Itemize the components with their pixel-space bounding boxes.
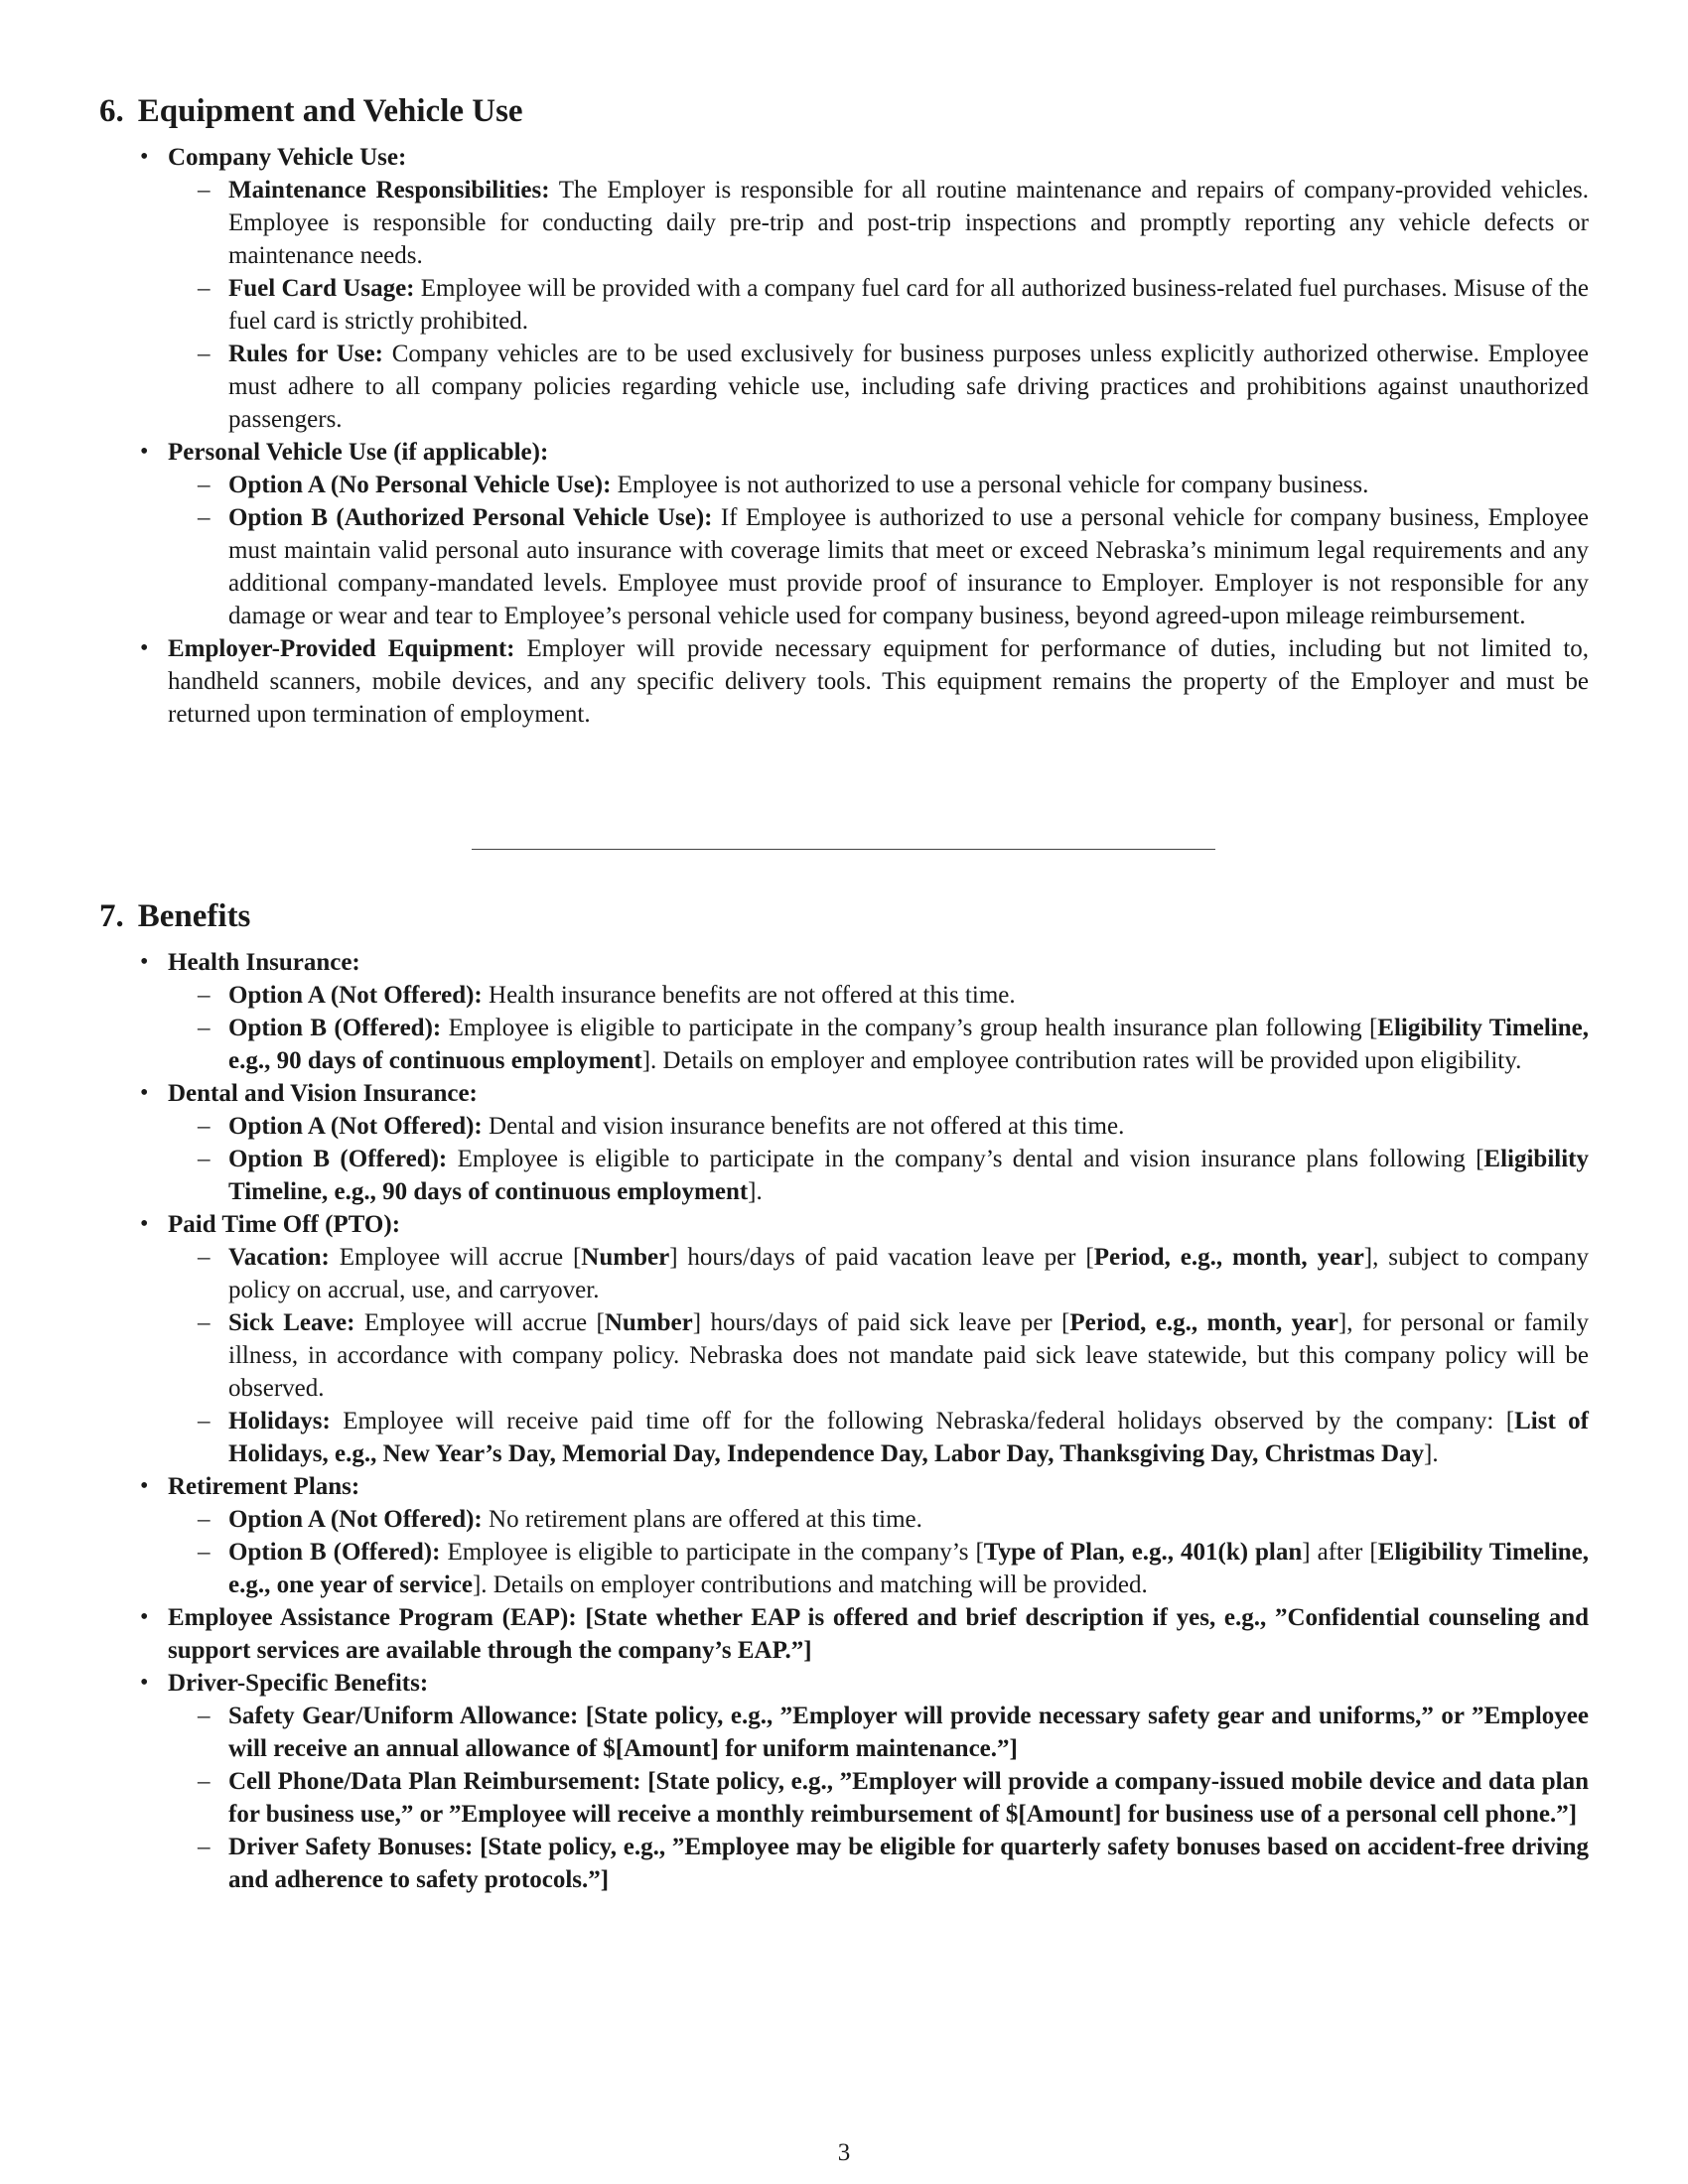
sub-item-label: Option A (Not Offered): <box>228 982 483 1009</box>
sub-item <box>228 1765 1589 1831</box>
list-item <box>168 946 1589 1077</box>
sub-item-text: ], subject to company policy on accrual, use, and carryover. <box>228 1244 1589 1303</box>
sub-item-text: ]. Details on employer and employee contribution rates will be provided upon eligibility. <box>641 1047 1522 1074</box>
sub-item-text: Health insurance benefits are not offered at this time. <box>489 982 1016 1009</box>
list-item <box>168 1470 1589 1601</box>
placeholder-field: Period, e.g., month, year <box>1093 1244 1364 1271</box>
item-label: Dental and Vision Insurance: <box>168 1080 478 1107</box>
sub-item <box>228 1143 1589 1208</box>
item-label: Retirement Plans: <box>168 1473 360 1500</box>
section-divider <box>472 849 1215 850</box>
placeholder-field: Eligibility Timeline, e.g., 90 days of continuous employment <box>228 1015 1589 1074</box>
sub-item-text: Employee is eligible to participate in the company’s dental and vision insurance plans following [ <box>457 1146 1484 1172</box>
sub-item-text: No retirement plans are offered at this time. <box>489 1506 922 1533</box>
sub-item-label: Option A (Not Offered): <box>228 1113 483 1140</box>
section-7 <box>99 896 1589 1896</box>
item-label: Personal Vehicle Use (if applicable): <box>168 439 549 466</box>
sub-item-text: Employee will be provided with a company fuel card for all authorized business-related fuel purchases. Misuse of the fuel card is strictly prohibited. <box>228 275 1590 335</box>
section-6-list <box>99 141 1589 731</box>
sub-item <box>228 1306 1589 1405</box>
placeholder-field: [State policy, e.g., ”Employer will provide necessary safety gear and uniforms,” or ”Employee will receive an annual allowance of $[Amount] for uniform maintenance.”] <box>228 1703 1589 1762</box>
sub-list <box>168 1503 1589 1601</box>
sub-item-label: Option B (Offered): <box>228 1015 442 1041</box>
sub-item-text: Employee will receive paid time off for the following Nebraska/federal holidays observed by the company: [ <box>343 1408 1515 1434</box>
item-label: Driver-Specific Benefits: <box>168 1670 429 1697</box>
sub-item-text: ] after [ <box>1302 1539 1378 1566</box>
sub-item-text: Company vehicles are to be used exclusively for business purposes unless explicitly authorized otherwise. Employee must adhere to all company policies regarding vehicle use, including safe driving practices and prohibitions against unauthorized passengers. <box>228 341 1589 433</box>
section-title: Equipment and Vehicle Use <box>137 93 523 129</box>
sub-item <box>228 1503 1589 1536</box>
sub-item-label: Option B (Offered): <box>228 1146 448 1172</box>
section-number: 6. <box>99 93 124 129</box>
placeholder-field: [State policy, e.g., ”Employer will provide a company-issued mobile device and data plan for business use,” or ”Employee will receive a monthly reimbursement of $[Amount] for business use of a personal cell phone.”] <box>228 1768 1589 1828</box>
sub-item <box>228 1405 1589 1470</box>
sub-item-text: ] hours/days of paid sick leave per [ <box>692 1309 1070 1336</box>
sub-item <box>228 469 1589 501</box>
sub-item <box>228 1241 1589 1306</box>
sub-item <box>228 1536 1589 1601</box>
item-label: Company Vehicle Use: <box>168 144 407 171</box>
sub-item-label: Driver Safety Bonuses: <box>228 1834 474 1860</box>
sub-item-text: If Employee is authorized to use a personal vehicle for company business, Employee must maintain valid personal auto insurance with coverage limits that meet or exceed Nebraska’s minimum legal requirements and any additional company-mandated levels. Employee must provide proof of insurance to Employer. Employer is not responsible for any damage or wear and tear to Employee’s personal vehicle used for company business, beyond agreed-upon mileage reimbursement. <box>228 504 1589 629</box>
list-item <box>168 141 1589 436</box>
item-label: Employee Assistance Program (EAP): <box>168 1604 577 1631</box>
sub-item <box>228 338 1589 436</box>
list-item <box>168 1667 1589 1896</box>
sub-item-text: ]. <box>1424 1440 1439 1467</box>
section-number: 7. <box>99 898 124 934</box>
sub-item-label: Vacation: <box>228 1244 330 1271</box>
list-item <box>168 1601 1589 1667</box>
sub-item <box>228 979 1589 1012</box>
item-label: Paid Time Off (PTO): <box>168 1211 401 1238</box>
sub-list <box>168 979 1589 1077</box>
placeholder-field: [State whether EAP is offered and brief description if yes, e.g., ”Confidential counseling and support services are available through the company’s EAP.”] <box>168 1604 1590 1664</box>
section-6 <box>99 91 1589 731</box>
placeholder-field: Number <box>581 1244 670 1271</box>
sub-item-text: Dental and vision insurance benefits are not offered at this time. <box>489 1113 1125 1140</box>
sub-item-label: Safety Gear/Uniform Allowance: <box>228 1703 579 1729</box>
sub-item <box>228 1700 1589 1765</box>
sub-item-text: ]. Details on employer contributions and matching will be provided. <box>472 1571 1148 1598</box>
sub-item-label: Cell Phone/Data Plan Reimbursement: <box>228 1768 641 1795</box>
sub-item-label: Option A (Not Offered): <box>228 1506 483 1533</box>
sub-item-label: Fuel Card Usage: <box>228 275 415 302</box>
sub-item-text: Employee is eligible to participate in the company’s [ <box>447 1539 984 1566</box>
sub-item <box>228 1110 1589 1143</box>
sub-item <box>228 272 1589 338</box>
sub-item-label: Option B (Authorized Personal Vehicle Use): <box>228 504 713 531</box>
sub-item-text: ], for personal or family illness, in accordance with company policy. Nebraska does not mandate paid sick leave statewide, but this company policy will be observed. <box>228 1309 1589 1402</box>
sub-item-text: Employee will accrue [ <box>363 1309 605 1336</box>
sub-item-label: Rules for Use: <box>228 341 383 367</box>
sub-item <box>228 174 1589 272</box>
section-7-list <box>99 946 1589 1896</box>
sub-item-label: Maintenance Responsibilities: <box>228 177 550 204</box>
sub-list <box>168 174 1589 436</box>
sub-item <box>228 1831 1589 1896</box>
list-item <box>168 1208 1589 1470</box>
sub-list <box>168 1700 1589 1896</box>
placeholder-field: Eligibility Timeline, e.g., one year of service <box>228 1539 1590 1598</box>
sub-list <box>168 469 1589 632</box>
list-item <box>168 1077 1589 1208</box>
placeholder-field: Period, e.g., month, year <box>1069 1309 1338 1336</box>
placeholder-field: [State policy, e.g., ”Employee may be eligible for quarterly safety bonuses based on accident-free driving and adherence to safety protocols.”] <box>228 1834 1589 1893</box>
sub-item <box>228 501 1589 632</box>
sub-item-text: Employee will accrue [ <box>339 1244 582 1271</box>
sub-item-label: Sick Leave: <box>228 1309 355 1336</box>
sub-item <box>228 1012 1589 1077</box>
placeholder-field: Number <box>604 1309 693 1336</box>
sub-item-text: ]. <box>748 1178 763 1205</box>
sub-item-text: Employee is not authorized to use a personal vehicle for company business. <box>617 472 1369 498</box>
item-label: Health Insurance: <box>168 949 360 976</box>
item-label: Employer-Provided Equipment: <box>168 635 515 662</box>
placeholder-field: Eligibility Timeline, e.g., 90 days of continuous employment <box>228 1146 1590 1205</box>
section-7-heading <box>99 896 1589 936</box>
sub-item-text: ] hours/days of paid vacation leave per [ <box>669 1244 1094 1271</box>
item-text: Employer will provide necessary equipment for performance of duties, including but not limited to, handheld scanners, mobile devices, and any specific delivery tools. This equipment remains the property of the Employer and must be returned upon termination of employment. <box>168 635 1590 728</box>
section-title: Benefits <box>137 898 251 934</box>
placeholder-field: List of Holidays, e.g., New Year’s Day, Memorial Day, Independence Day, Labor Day, Thanksgiving Day, Christmas Day <box>228 1408 1590 1467</box>
placeholder-field: Type of Plan, e.g., 401(k) plan <box>983 1539 1303 1566</box>
sub-list <box>168 1241 1589 1470</box>
sub-item-text: The Employer is responsible for all routine maintenance and repairs of company-provided vehicles. Employee is responsible for conducting daily pre-trip and post-trip inspections and promptly reporting any vehicle defects or maintenance needs. <box>228 177 1589 269</box>
sub-item-text: Employee is eligible to participate in the company’s group health insurance plan following [ <box>448 1015 1378 1041</box>
sub-list <box>168 1110 1589 1208</box>
section-6-heading <box>99 91 1589 131</box>
list-item <box>168 436 1589 632</box>
sub-item-label: Holidays: <box>228 1408 331 1434</box>
sub-item-label: Option B (Offered): <box>228 1539 441 1566</box>
list-item <box>168 632 1589 731</box>
page-number: 3 <box>837 2139 851 2166</box>
sub-item-label: Option A (No Personal Vehicle Use): <box>228 472 612 498</box>
